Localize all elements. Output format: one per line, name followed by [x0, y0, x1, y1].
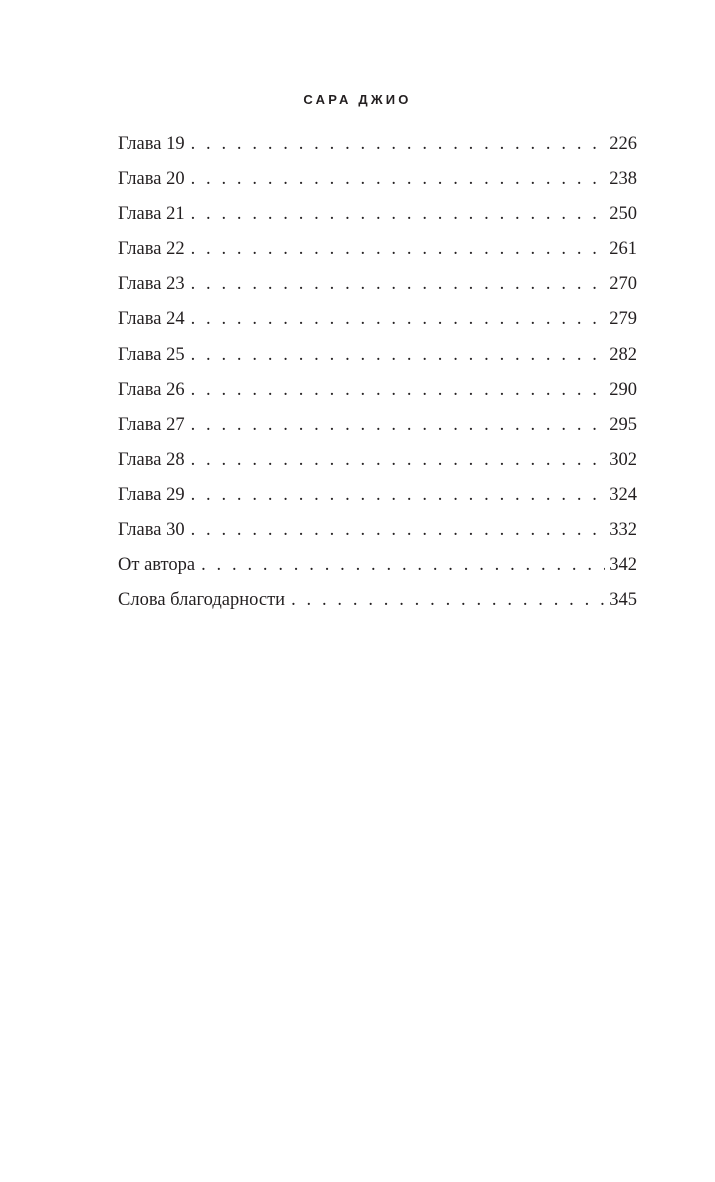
toc-entry	[118, 342, 637, 377]
toc-entry-page: 342	[609, 555, 637, 576]
dot-leader	[191, 201, 606, 227]
toc-entry-page: 270	[609, 274, 637, 295]
toc-entry-page: 282	[609, 344, 637, 365]
table-of-contents	[118, 131, 637, 622]
toc-entry-page: 324	[609, 484, 637, 505]
dot-leader	[191, 306, 606, 332]
dot-leader	[191, 236, 606, 262]
toc-entry-title: Глава 28	[118, 449, 185, 470]
dot-leader	[191, 447, 606, 473]
dot-leader	[191, 166, 606, 192]
dot-leader	[191, 271, 606, 297]
toc-entry	[118, 552, 637, 587]
toc-entry-title: Глава 30	[118, 520, 185, 541]
toc-entry-page: 261	[609, 239, 637, 260]
toc-entry-page: 332	[609, 520, 637, 541]
dot-leader	[191, 377, 606, 403]
toc-entry	[118, 447, 637, 482]
toc-entry	[118, 271, 637, 306]
dot-leader	[191, 342, 606, 368]
toc-entry	[118, 306, 637, 341]
toc-entry-page: 302	[609, 449, 637, 470]
toc-entry-title: Глава 19	[118, 134, 185, 154]
toc-entry-page: 279	[609, 309, 637, 330]
toc-entry	[118, 131, 637, 166]
dot-leader	[201, 552, 605, 578]
toc-entry	[118, 166, 637, 201]
dot-leader	[191, 412, 606, 438]
toc-entry-page: 345	[609, 590, 637, 611]
toc-entry-title: Глава 24	[118, 309, 185, 330]
toc-entry-page: 250	[609, 204, 637, 225]
toc-entry-title: Глава 29	[118, 484, 185, 505]
toc-entry	[118, 236, 637, 271]
toc-entry-page: 226	[609, 134, 637, 154]
dot-leader	[191, 131, 606, 157]
toc-entry-title: Глава 27	[118, 414, 185, 435]
toc-entry-title: Глава 22	[118, 239, 185, 260]
toc-entry-title: Глава 21	[118, 204, 185, 225]
toc-entry-title: Глава 23	[118, 274, 185, 295]
toc-entry	[118, 412, 637, 447]
toc-entry-title: Слова благодарности	[118, 590, 286, 611]
toc-entry-title: Глава 20	[118, 169, 185, 190]
dot-leader	[191, 517, 606, 543]
dot-leader	[291, 587, 605, 613]
toc-entry	[118, 587, 637, 622]
toc-entry-page: 290	[609, 379, 637, 400]
toc-entry-page: 295	[609, 414, 637, 435]
toc-entry	[118, 201, 637, 236]
toc-entry	[118, 482, 637, 517]
toc-entry-page: 238	[609, 169, 637, 190]
running-head: САРА ДЖИО	[303, 92, 412, 107]
toc-entry	[118, 517, 637, 552]
toc-entry	[118, 377, 637, 412]
toc-entry-title: Глава 25	[118, 344, 185, 365]
toc-entry-title: От автора	[118, 555, 196, 576]
dot-leader	[191, 482, 606, 508]
toc-entry-title: Глава 26	[118, 379, 185, 400]
